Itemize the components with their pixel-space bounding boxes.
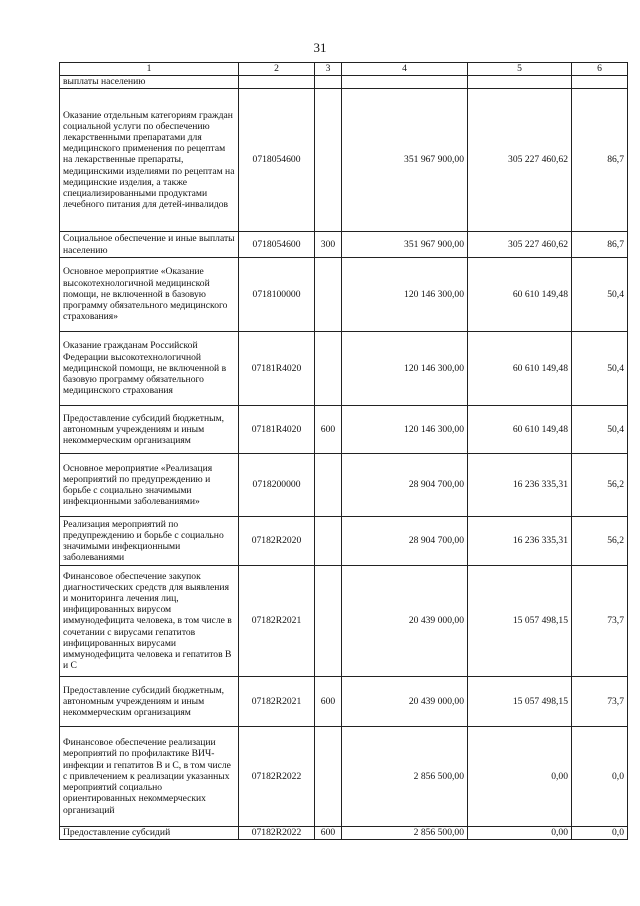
row-executed-amount: 0,00 (468, 827, 572, 840)
table-row (60, 566, 628, 677)
table-row (60, 258, 628, 332)
row-plan-amount: 2 856 500,00 (342, 827, 468, 840)
row-name: Предоставление субсидий бюджетным, автономным учреждениям и иным некоммерческим организациям (60, 406, 239, 454)
page-number: 31 (313, 40, 327, 55)
header-col-2: 2 (239, 63, 315, 76)
row-name: Предоставление субсидий бюджетным, автономным учреждениям и иным некоммерческим организациям (60, 677, 239, 727)
row-name: Финансовое обеспечение закупок диагностических средств для выявления и мониторинга лечения лиц, инфицированных вирусом иммунодефицита человека, в том числе в сочетании с вирусами гепатитов инфицированных вирусами иммунодефицита человека и гепатитов В и С (60, 566, 239, 677)
row-percent: 50,4 (572, 258, 628, 332)
row-code: 07182R2021 (239, 566, 315, 677)
row-plan-amount: 2 856 500,00 (342, 727, 468, 827)
row-percent: 56,2 (572, 517, 628, 566)
row-plan-amount (342, 76, 468, 89)
row-code: 0718100000 (239, 258, 315, 332)
table-row (60, 677, 628, 727)
table-row (60, 89, 628, 232)
table-row (60, 332, 628, 406)
row-plan-amount: 351 967 900,00 (342, 89, 468, 232)
row-code: 07181R4020 (239, 332, 315, 406)
row-percent: 56,2 (572, 454, 628, 517)
header-col-6: 6 (572, 63, 628, 76)
row-executed-amount: 16 236 335,31 (468, 454, 572, 517)
row-code: 0718054600 (239, 89, 315, 232)
row-name: Финансовое обеспечение реализации мероприятий по профилактике ВИЧ-инфекции и гепатитов В и С, в том числе с привлечением к реализации указанных мероприятий социально ориентированных некоммерческих организаций (60, 727, 239, 827)
row-percent: 50,4 (572, 332, 628, 406)
table-row (60, 76, 628, 89)
table-row (60, 232, 628, 258)
row-executed-amount: 15 057 498,15 (468, 677, 572, 727)
header-col-5: 5 (468, 63, 572, 76)
table-row (60, 517, 628, 566)
table-row (60, 406, 628, 454)
row-code: 07182R2021 (239, 677, 315, 727)
row-name: Оказание отдельным категориям граждан социальной услуги по обеспечению лекарственными препаратами для медицинского применения по рецептам на лекарственные препараты, медицинскими изделиями по рецептам на медицинские изделия, а также специализированными продуктами лечебного питания для детей-инвалидов (60, 89, 239, 232)
row-percent: 86,7 (572, 232, 628, 258)
row-percent: 86,7 (572, 89, 628, 232)
row-executed-amount: 16 236 335,31 (468, 517, 572, 566)
row-expense-type (315, 76, 342, 89)
row-percent: 0,0 (572, 827, 628, 840)
row-percent: 73,7 (572, 677, 628, 727)
row-executed-amount: 305 227 460,62 (468, 89, 572, 232)
row-name: Реализация мероприятий по предупреждению и борьбе с социально значимыми инфекционными заболеваниями (60, 517, 239, 566)
table-header-row (60, 63, 628, 76)
row-expense-type (315, 89, 342, 232)
row-percent: 50,4 (572, 406, 628, 454)
row-executed-amount: 0,00 (468, 727, 572, 827)
row-expense-type: 600 (315, 827, 342, 840)
row-name: выплаты населению (60, 76, 239, 89)
row-expense-type (315, 566, 342, 677)
header-col-3: 3 (315, 63, 342, 76)
row-name: Основное мероприятие «Оказание высокотехнологичной медицинской помощи, не включенной в базовую программу обязательного медицинского страхования» (60, 258, 239, 332)
header-col-4: 4 (342, 63, 468, 76)
row-code: 0718054600 (239, 232, 315, 258)
row-code: 07182R2022 (239, 727, 315, 827)
row-code (239, 76, 315, 89)
row-expense-type (315, 454, 342, 517)
row-code: 07182R2022 (239, 827, 315, 840)
row-executed-amount: 60 610 149,48 (468, 258, 572, 332)
row-code: 07181R4020 (239, 406, 315, 454)
row-percent: 0,0 (572, 727, 628, 827)
row-executed-amount: 15 057 498,15 (468, 566, 572, 677)
budget-table (59, 62, 628, 840)
table-row (60, 827, 628, 840)
row-plan-amount: 20 439 000,00 (342, 566, 468, 677)
row-plan-amount: 28 904 700,00 (342, 454, 468, 517)
row-plan-amount: 20 439 000,00 (342, 677, 468, 727)
row-expense-type: 600 (315, 677, 342, 727)
row-name: Оказание гражданам Российской Федерации высокотехнологичной медицинской помощи, не включенной в базовую программу обязательного медицинского страхования (60, 332, 239, 406)
row-name: Социальное обеспечение и иные выплаты населению (60, 232, 239, 258)
row-executed-amount: 60 610 149,48 (468, 406, 572, 454)
row-expense-type: 600 (315, 406, 342, 454)
row-expense-type (315, 332, 342, 406)
row-code: 07182R2020 (239, 517, 315, 566)
row-plan-amount: 120 146 300,00 (342, 406, 468, 454)
row-plan-amount: 28 904 700,00 (342, 517, 468, 566)
row-plan-amount: 351 967 900,00 (342, 232, 468, 258)
row-percent (572, 76, 628, 89)
table-row (60, 727, 628, 827)
row-expense-type: 300 (315, 232, 342, 258)
row-percent: 73,7 (572, 566, 628, 677)
row-code: 0718200000 (239, 454, 315, 517)
row-plan-amount: 120 146 300,00 (342, 258, 468, 332)
row-expense-type (315, 517, 342, 566)
row-name: Предоставление субсидий (60, 827, 239, 840)
row-plan-amount: 120 146 300,00 (342, 332, 468, 406)
table-row (60, 454, 628, 517)
header-col-1: 1 (60, 63, 239, 76)
row-executed-amount (468, 76, 572, 89)
row-executed-amount: 60 610 149,48 (468, 332, 572, 406)
row-name: Основное мероприятие «Реализация мероприятий по предупреждению и борьбе с социально значимыми инфекционными заболеваниями» (60, 454, 239, 517)
row-expense-type (315, 727, 342, 827)
row-expense-type (315, 258, 342, 332)
row-executed-amount: 305 227 460,62 (468, 232, 572, 258)
